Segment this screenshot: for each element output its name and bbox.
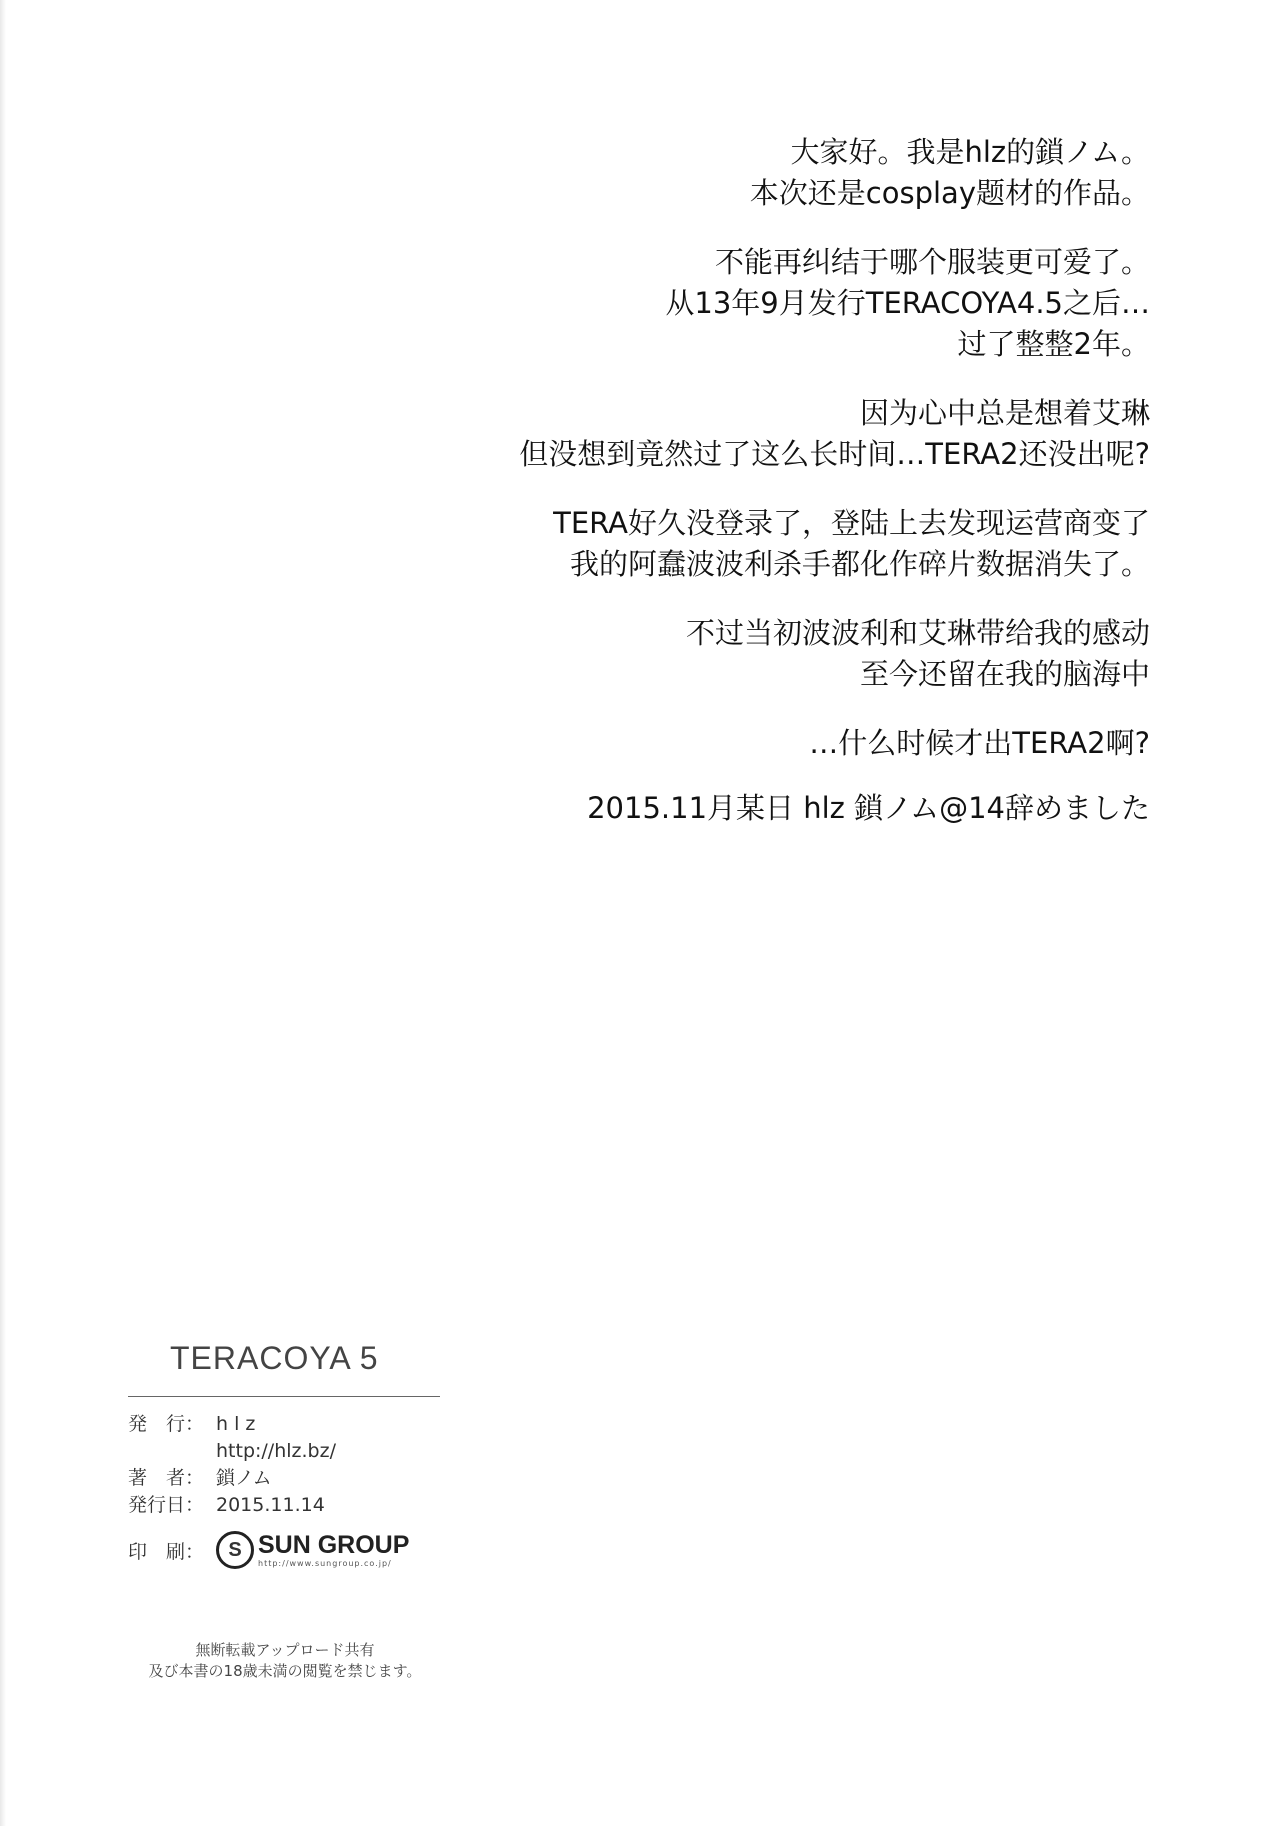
afterword-paragraph [519,723,1150,764]
afterword-line: 不能再纠结于哪个服装更可爱了。 [714,245,1150,279]
colophon [128,1338,448,1569]
afterword-line: 我的阿蠢波波利杀手都化作碎片数据消失了。 [569,547,1150,581]
afterword-line: 至今还留在我的脑海中 [859,657,1150,691]
afterword-paragraph [519,132,1150,214]
afterword-line: 不过当初波波利和艾琳带给我的感动 [685,616,1150,650]
printer-label: 印 刷： [128,1540,205,1563]
afterword-signature: 2015.11月某日 hlz 鎖ノム@14辞めました [587,791,1150,825]
afterword-line: 从13年9月发行TERACOYA4.5之后… [665,286,1150,320]
afterword-line: 过了整整2年。 [957,327,1150,361]
author-value: 鎖ノム [216,1467,272,1489]
publisher-value: h l z [216,1413,256,1435]
date-row [128,1492,448,1519]
sun-logo-icon: S [216,1531,254,1569]
publisher-row [128,1411,448,1438]
printer-url: http://www.sungroup.co.jp/ [258,1559,392,1568]
url-row [128,1438,448,1465]
afterword-line: 但没想到竟然过了这么长时间…TERA2还没出呢? [519,437,1150,471]
date-label: 発行日： [128,1494,205,1516]
afterword-paragraph [519,393,1150,475]
date-value: 2015.11.14 [216,1494,325,1516]
sun-group-logo [216,1531,409,1569]
afterword-line: 因为心中总是想着艾琳 [859,396,1150,430]
printer-name: SUN GROUP [258,1531,410,1559]
afterword-paragraph [519,503,1150,585]
publisher-url: http://hlz.bz/ [216,1440,336,1462]
publisher-label: 発 行： [128,1413,205,1435]
afterword-text [519,132,1150,792]
book-title: TERACOYA 5 [170,1340,379,1376]
scan-edge [0,0,6,1826]
copyright-notice [120,1640,450,1682]
sun-logo-text [258,1532,409,1568]
afterword-line: 大家好。我是hlz的鎖ノム。 [790,135,1150,169]
afterword-line: TERA好久没登录了，登陆上去发现运营商变了 [553,506,1150,540]
notice-line: 及び本書の18歳未満の閲覧を禁じます。 [148,1662,422,1680]
colophon-divider [128,1396,440,1397]
afterword-paragraph [519,613,1150,695]
author-row [128,1465,448,1492]
printer-row [128,1531,448,1569]
afterword-line: …什么时候才出TERA2啊? [809,726,1150,760]
notice-line: 無断転載アップロード共有 [195,1641,375,1659]
author-label: 著 者： [128,1467,205,1489]
afterword-paragraph [519,242,1150,365]
afterword-line: 本次还是cosplay题材的作品。 [749,176,1150,210]
